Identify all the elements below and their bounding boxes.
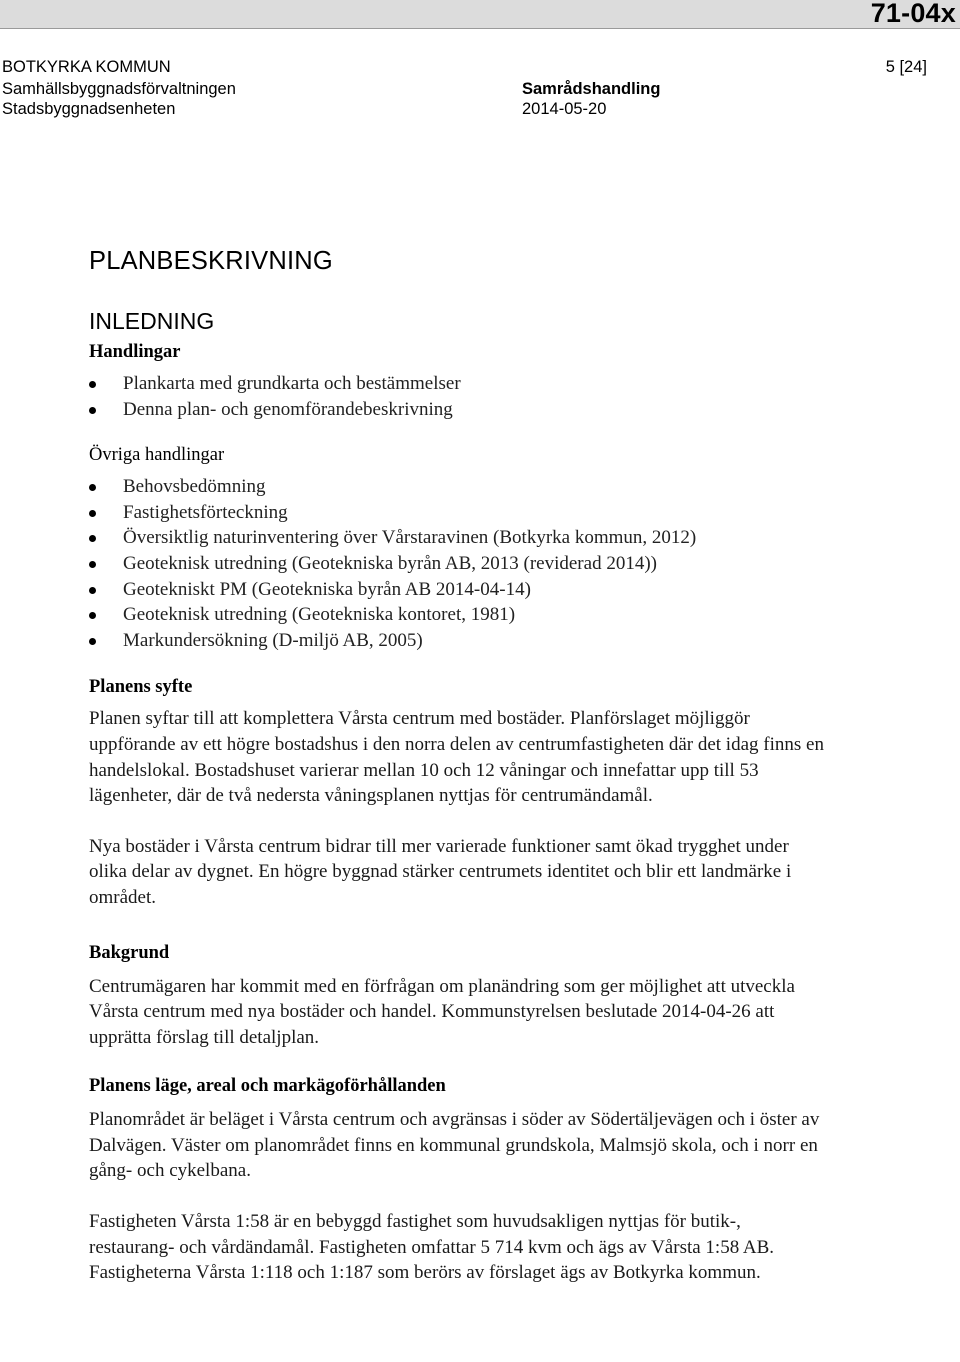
bullet-text: Geoteknisk utredning (Geotekniska kontoret, 1981) — [123, 604, 516, 626]
bullet-icon — [89, 484, 96, 491]
bullet-icon — [89, 587, 96, 594]
bakgrund-section — [89, 941, 829, 1051]
header-organization: BOTKYRKA KOMMUN — [2, 58, 171, 76]
bullet-item — [89, 371, 829, 397]
heading-planens-syfte: Planens syfte — [89, 677, 193, 698]
bullet-text: Denna plan- och genomförandebeskrivning — [123, 398, 453, 420]
ovriga-section — [89, 443, 829, 653]
bullet-icon — [89, 535, 96, 542]
bullet-text: Översiktlig naturinventering över Vårstaravinen (Botkyrka kommun, 2012) — [123, 527, 697, 549]
syfte-section — [89, 675, 829, 910]
document-number: 71-04x — [870, 0, 956, 28]
bullet-item — [89, 551, 829, 577]
bullet-icon — [89, 381, 96, 388]
document-body — [89, 244, 829, 1286]
bullet-item — [89, 500, 829, 526]
handlingar-list — [89, 371, 829, 422]
document-number-bar — [0, 0, 960, 29]
bullet-item — [89, 525, 829, 551]
bullet-icon — [89, 612, 96, 619]
bullet-item — [89, 628, 829, 654]
bullet-icon — [89, 638, 96, 645]
bullet-text: Geotekniskt PM (Geotekniska byrån AB 2014-04-14) — [123, 578, 531, 600]
bullet-icon — [89, 407, 96, 414]
bakgrund-paragraph: Centrumägaren har kommit med en förfrågan om planändring som ger möjlighet att utveckla Vårsta centrum med nya bostäder och handel. Kommunstyrelsen beslutade 2014-04-26 att upprätta förslag till detaljplan. — [89, 975, 795, 1048]
header-date: 2014-05-20 — [522, 100, 607, 118]
bullet-icon — [89, 510, 96, 517]
heading-handlingar: Handlingar — [89, 342, 181, 362]
document-title: PLANBESKRIVNING — [89, 247, 333, 275]
bullet-text: Fastighetsförteckning — [123, 501, 288, 523]
bullet-text: Plankarta med grundkarta och bestämmelser — [123, 373, 461, 394]
syfte-paragraph: Nya bostäder i Vårsta centrum bidrar till mer varierade funktioner samt ökad trygghet under olika delar av dygnet. En högre byggnad stärker centrumets identitet och blir ett landmärke i området. — [89, 835, 792, 908]
header-unit: Stadsbyggnadsenheten — [2, 100, 176, 118]
heading-planens-lage: Planens läge, areal och markägoförhållanden — [89, 1076, 446, 1097]
bullet-icon — [89, 561, 96, 568]
bullet-text: Behovsbedömning — [123, 476, 266, 498]
syfte-paragraph: Planen syftar till att komplettera Vårsta centrum med bostäder. Planförslaget möjliggör uppförande av ett högre bostadshus i den norra delen av centrumfastigheten där det idag finns en handelslokal. Bostadshuset varierar mellan 10 och 12 våningar och innefattar upp till 53 lägenheter, där de två nedersta våningsplanen nyttjas för centrumändamål. — [89, 708, 824, 807]
section-heading-inledning: INLEDNING — [89, 308, 215, 334]
lage-paragraph: Planområdet är beläget i Vårsta centrum och avgränsas i söder av Södertäljevägen och i öster av Dalvägen. Väster om planområdet finns en kommunal grundskola, Malmsjö skola, och i norr en gång- och cykelbana. — [89, 1109, 820, 1182]
bullet-text: Geoteknisk utredning (Geotekniska byrån AB, 2013 (reviderad 2014)) — [123, 552, 657, 574]
bullet-text: Markundersökning (D-miljö AB, 2005) — [123, 629, 423, 651]
handlingar-section — [89, 340, 829, 422]
lage-section — [89, 1074, 829, 1286]
bullet-item — [89, 602, 829, 628]
heading-bakgrund: Bakgrund — [89, 942, 170, 963]
bullet-item — [89, 397, 829, 423]
ovriga-list — [89, 474, 829, 653]
heading-ovriga-handlingar: Övriga handlingar — [89, 445, 225, 466]
header-page-number: 5 [24] — [885, 58, 927, 76]
bullet-item — [89, 577, 829, 603]
header-document-type: Samrådshandling — [522, 80, 661, 98]
header-department: Samhällsbyggnadsförvaltningen — [2, 80, 236, 98]
bullet-item — [89, 474, 829, 500]
lage-paragraph: Fastigheten Vårsta 1:58 är en bebyggd fastighet som huvudsakligen nyttjas för butik-, restaurang- och vårdändamål. Fastigheten omfattar 5 714 kvm och ägs av Vårsta 1:58 AB. Fastigheterna Vårsta 1:118 och 1:187 som berörs av förslaget ägs av Botkyrka kommun. — [89, 1211, 775, 1284]
